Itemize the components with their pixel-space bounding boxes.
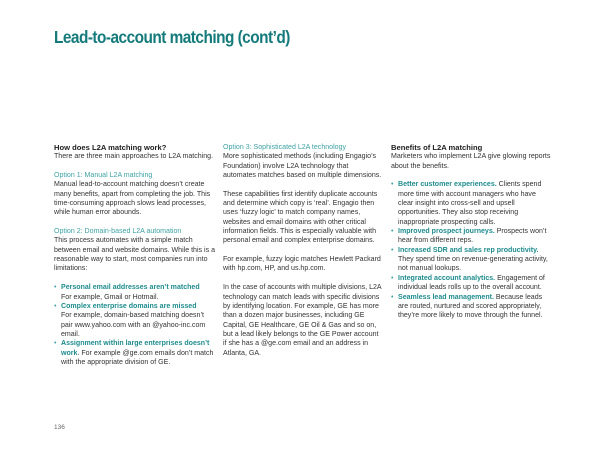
list-item: [391, 246, 551, 274]
list-item-text: Prospects won’t hear from different reps.: [398, 228, 547, 245]
list-item-bold: Improved prospect journeys.: [398, 228, 495, 236]
list-item-bold: Complex enterprise domains are missed: [61, 302, 197, 310]
bullet-icon: •: [54, 284, 57, 292]
list-item: [391, 180, 551, 227]
column-benefits: [391, 143, 551, 321]
bullet-icon: •: [391, 274, 394, 282]
option-3-label: Option 3: Sophisticated L2A technology: [223, 144, 347, 151]
list-item-text: They spend time on revenue-generating activity, not manual lookups.: [398, 256, 548, 273]
list-item: [54, 339, 216, 367]
list-item-bold: Assignment within large enterprises doesn’t work: [61, 340, 210, 357]
option-3-text: More sophisticated methods (including Engagio’s Foundation) involve L2A technology that automates matches based on multiple dimensions.: [223, 153, 382, 180]
page-title: Lead-to-account matching (cont’d): [54, 27, 290, 47]
list-item: [391, 293, 551, 321]
limitations-list: [54, 283, 216, 367]
list-item-bold: Increased SDR and sales rep productivity.: [398, 246, 539, 254]
list-item-text: For example, Gmail or Hotmail.: [61, 293, 159, 301]
paragraph-capabilities: These capabilities first identify duplicate accounts and determine which copy is ‘real’. Engagio then uses ‘fuzzy logic’ to match company names, websites and email domains with other critical information fields. This is especially valuable with personal email and complex enterprise domains.: [223, 190, 378, 245]
list-item-bold: Better customer experiences.: [398, 181, 497, 189]
list-item: [391, 227, 551, 246]
bullet-icon: •: [54, 340, 57, 348]
list-item-text: Clients spend more time with account managers who have clear insight into cross-sell and upsell opportunities. They also stop receiving inappropriate prospecting calls.: [398, 181, 542, 226]
list-item-text: Engagement of individual leads rolls up to the overall account.: [398, 274, 545, 292]
bullet-icon: •: [391, 246, 394, 254]
list-item-bold: Personal email addresses aren’t matched: [61, 284, 200, 292]
column-option-3: [223, 143, 383, 358]
paragraph-fuzzy-example: For example, fuzzy logic matches Hewlett Packard with hp.com, HP, and us.hp.com.: [223, 256, 381, 273]
option-1-text: Manual lead-to-account matching doesn’t create many benefits, apart from completing the job. This time-consuming approach slows lead processes, while human error abounds.: [54, 181, 211, 217]
page-number: 136: [54, 424, 65, 431]
bullet-icon: •: [391, 228, 394, 236]
list-item: [54, 302, 216, 339]
benefits-list: [391, 180, 551, 320]
bullet-icon: •: [391, 181, 394, 189]
option-2-label: Option 2: Domain-based L2A automation: [54, 228, 182, 236]
section-heading: Benefits of L2A matching: [391, 143, 483, 152]
option-1-label: Option 1: Manual L2A matching: [54, 172, 153, 180]
bullet-icon: •: [54, 302, 57, 310]
bullet-icon: •: [391, 293, 394, 301]
list-item-text: Because leads are routed, nurtured and scored appropriately, they’re more likely to move through the funnel.: [398, 293, 543, 320]
list-item-text: For example, domain-based matching doesn’t pair www.yahoo.com with an @yahoo-inc.com email.: [61, 312, 206, 338]
intro-text: Marketers who implement L2A give glowing reports about the benefits.: [391, 153, 551, 170]
section-heading: How does L2A matching work?: [54, 143, 167, 152]
intro-text: There are three main approaches to L2A matching.: [54, 153, 214, 161]
list-item-bold: Integrated account analytics.: [398, 274, 496, 282]
list-item-bold: Seamless lead management.: [398, 293, 494, 301]
list-item: [391, 274, 551, 293]
column-how-it-works: [54, 143, 216, 367]
list-item-text: . For example @ge.com emails don’t match with the appropriate division of GE.: [61, 349, 214, 366]
option-2-text: This process automates with a simple match between email and website domains. While this is a reasonable way to start, most companies run into limitations:: [54, 237, 215, 273]
list-item: [54, 283, 216, 302]
paragraph-divisions: In the case of accounts with multiple divisions, L2A technology can match leads with specific divisions by identifying location. For example, GE has more than a dozen major businesses, including GE Capital, GE Healthcare, GE Oil & Gas and so on, but a lead likely belongs to the GE Power account if she has a @ge.com email and an address in Atlanta, GA.: [223, 284, 382, 357]
